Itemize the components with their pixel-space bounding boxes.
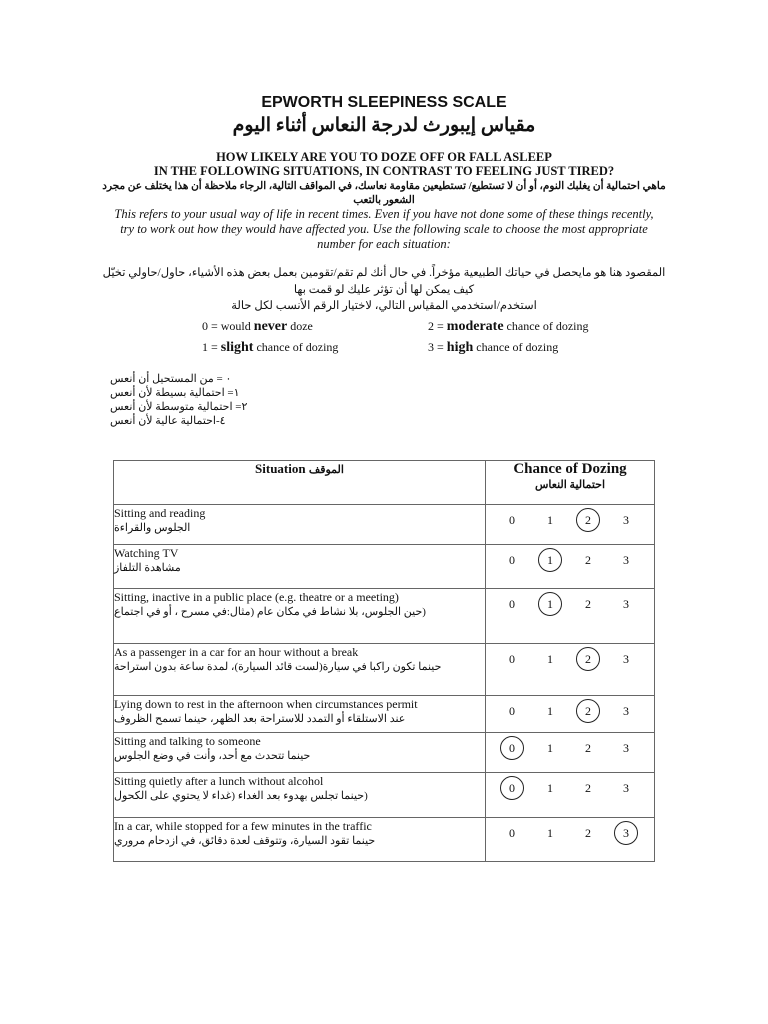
situation-text: Sitting, inactive in a public place (e.g. theatre or a meeting)	[114, 590, 399, 604]
situation-text-arabic: عند الاستلقاء أو التمدد للاستراحة بعد الظهر، حينما تسمح الظروف	[114, 713, 406, 725]
table-row	[114, 505, 655, 545]
question-line-1: HOW LIKELY ARE YOU TO DOZE OFF OR FALL ASLEEP	[216, 150, 552, 164]
chance-option[interactable]: 1	[547, 513, 553, 527]
chance-option[interactable]: 0	[509, 704, 515, 718]
chance-cell	[486, 545, 655, 589]
chance-option[interactable]: 1	[547, 741, 553, 755]
chance-option-circled[interactable]: 0	[500, 779, 524, 797]
scale-item-2: 2 = moderate chance of dozing	[428, 319, 589, 334]
instructions-english: This refers to your usual way of life in recent times. Even if you have not done some of these things recently, try to work out how they would have affected you. Use the following scale to choose the most appropriate number for each situation:	[114, 207, 654, 251]
chance-option[interactable]: 0	[509, 826, 515, 840]
situation-cell	[114, 589, 486, 644]
chance-option-circled[interactable]: 2	[576, 702, 600, 720]
chance-option-circled[interactable]: 2	[576, 650, 600, 668]
chance-option[interactable]: 3	[623, 741, 629, 755]
instructions-arabic-1: المقصود هنا هو مايحصل في حياتك الطبيعية مؤخراً. في حال أنك لم تقم/تقومين بعمل بعض هذه الأشياء، حاول/حاولي تخيّل	[102, 267, 666, 279]
chance-cell	[486, 773, 655, 818]
situation-text-arabic: حينما تقود السيارة، وتتوقف لعدة دقائق، في ازدحام مروري	[114, 835, 376, 847]
situation-text: In a car, while stopped for a few minutes in the traffic	[114, 819, 372, 833]
table-row	[114, 818, 655, 862]
situation-text: Watching TV	[114, 546, 179, 560]
situation-text-arabic: (حينما تجلس بهدوء بعد الغداء (غداء لا يحتوي على الكحول	[114, 790, 368, 802]
chance-option[interactable]: 0	[509, 597, 515, 611]
question-arabic: ماهي احتمالية أن يغلبك النوم، أو أن لا تستطيع/ تستطيعين مقاومة نعاسك، في المواقف التالية، الرجاء ملاحظة أن هذا يختلف عن مجرد الشعور بالتعب	[102, 181, 666, 206]
chance-option[interactable]: 3	[623, 553, 629, 567]
table-row	[114, 696, 655, 733]
sleepiness-table	[113, 460, 655, 862]
situation-text: Sitting and reading	[114, 506, 206, 520]
situation-cell	[114, 505, 486, 545]
situation-cell	[114, 696, 486, 733]
situation-cell	[114, 733, 486, 773]
chance-option[interactable]: 3	[623, 652, 629, 666]
situation-header-arabic: الموقف	[308, 464, 344, 476]
table-row	[114, 644, 655, 696]
scale-arabic-3: ٤-احتمالية عالية لأن أنعس	[110, 415, 226, 427]
table-row	[114, 773, 655, 818]
document-title-arabic: مقياس إيبورث لدرجة النعاس أثناء اليوم	[232, 115, 536, 136]
chance-option[interactable]: 3	[623, 513, 629, 527]
document-title: EPWORTH SLEEPINESS SCALE	[261, 94, 507, 111]
chance-option-circled[interactable]: 2	[576, 511, 600, 529]
chance-cell	[486, 818, 655, 862]
question-line-2: IN THE FOLLOWING SITUATIONS, IN CONTRAST TO FEELING JUST TIRED?	[153, 164, 615, 178]
chance-option[interactable]: 1	[547, 704, 553, 718]
situation-text: As a passenger in a car for an hour without a break	[114, 645, 359, 659]
chance-cell	[486, 505, 655, 545]
scale-arabic-1: ١= احتمالية بسيطة لأن أنعس	[110, 387, 240, 399]
chance-option[interactable]: 0	[509, 652, 515, 666]
table-row	[114, 733, 655, 773]
instructions-arabic-2: كيف يمكن لها أن تؤثر عليك لو قمت بها	[293, 284, 475, 296]
scale-arabic-0: ٠ = من المستحيل أن أنعس	[110, 373, 232, 385]
situation-text: Sitting quietly after a lunch without alcohol	[114, 774, 324, 788]
chance-option[interactable]: 2	[585, 826, 591, 840]
chance-option[interactable]: 3	[623, 597, 629, 611]
chance-header	[486, 461, 655, 505]
scale-item-0: 0 = would never doze	[202, 319, 313, 334]
situation-text-arabic: حينما تتحدث مع أحد، وأنت في وضع الجلوس	[114, 750, 311, 762]
situation-cell	[114, 644, 486, 696]
chance-option[interactable]: 0	[509, 513, 515, 527]
situation-cell	[114, 773, 486, 818]
situation-text-arabic: حينما تكون راكبا في سيارة(لست قائد السيارة)، لمدة ساعة بدون استراحة	[114, 661, 442, 673]
chance-cell	[486, 696, 655, 733]
chance-cell	[486, 589, 655, 644]
table-row	[114, 545, 655, 589]
chance-option[interactable]: 1	[547, 781, 553, 795]
chance-option[interactable]: 2	[585, 597, 591, 611]
situation-text-arabic: مشاهدة التلفاز	[114, 562, 181, 574]
situation-text: Lying down to rest in the afternoon when circumstances permit	[114, 697, 418, 711]
table-row	[114, 589, 655, 644]
chance-option-circled[interactable]: 3	[614, 824, 638, 842]
scale-item-1: 1 = slight chance of dozing	[202, 340, 339, 355]
chance-cell	[486, 644, 655, 696]
situation-cell	[114, 545, 486, 589]
chance-option-circled[interactable]: 0	[500, 739, 524, 757]
chance-option[interactable]: 3	[623, 704, 629, 718]
scale-arabic-2: ٢= احتمالية متوسطة لأن أنعس	[110, 401, 248, 413]
chance-option[interactable]: 2	[585, 741, 591, 755]
chance-cell	[486, 733, 655, 773]
situation-text-arabic: (حين الجلوس، بلا نشاط في مكان عام (مثال:في مسرح ، أو في اجتماع	[114, 606, 426, 618]
situation-header-label: Situation	[255, 461, 306, 476]
chance-header-arabic: احتمالية النعاس	[534, 479, 606, 491]
chance-option-circled[interactable]: 1	[538, 551, 562, 569]
chance-option[interactable]: 2	[585, 553, 591, 567]
situation-text: Sitting and talking to someone	[114, 734, 261, 748]
chance-header-label: Chance of Dozing	[513, 461, 627, 477]
situation-cell	[114, 818, 486, 862]
chance-option[interactable]: 1	[547, 826, 553, 840]
situation-header	[114, 461, 486, 505]
chance-option[interactable]: 0	[509, 553, 515, 567]
situation-text-arabic: الجلوس والقراءة	[114, 522, 191, 534]
chance-option[interactable]: 2	[585, 781, 591, 795]
chance-option[interactable]: 3	[623, 781, 629, 795]
chance-option-circled[interactable]: 1	[538, 595, 562, 613]
instructions-arabic-3: استخدم/استخدمي المقياس التالي، لاختيار الرقم الأنسب لكل حالة	[231, 300, 537, 312]
scale-item-3: 3 = high chance of dozing	[428, 340, 559, 355]
chance-option[interactable]: 1	[547, 652, 553, 666]
